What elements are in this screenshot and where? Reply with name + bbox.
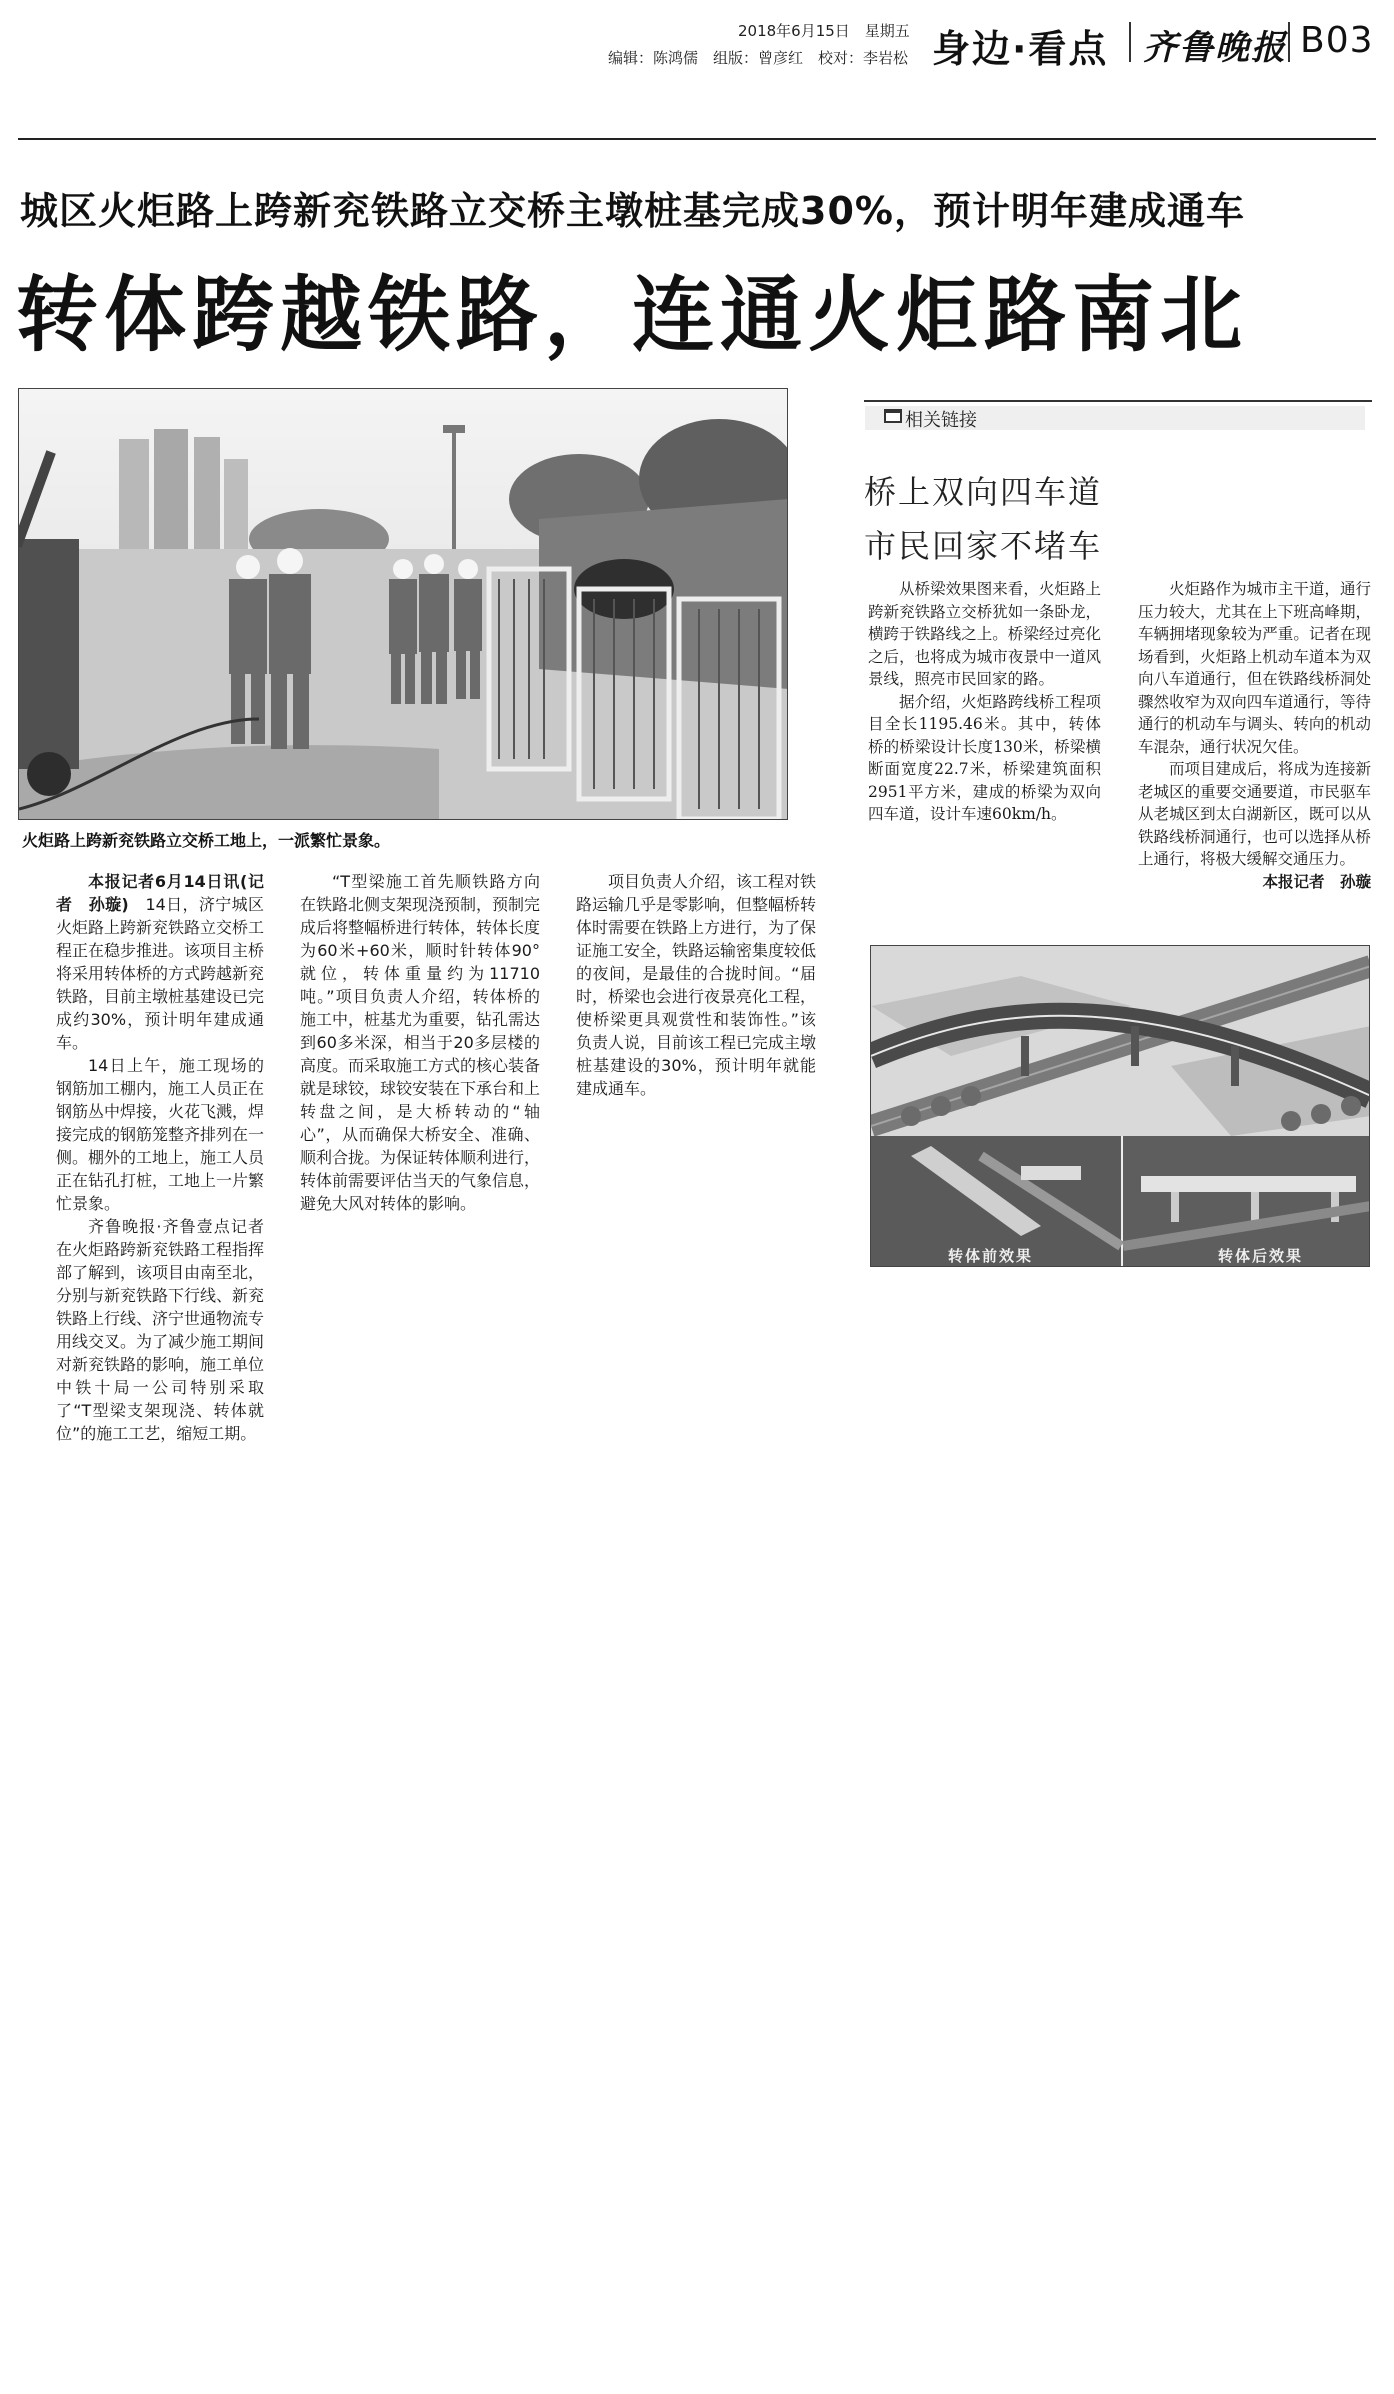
subheadline: 城区火炬路上跨新兖铁路立交桥主墩桩基完成30%，预计明年建成通车: [20, 189, 1245, 233]
masthead-rule: [18, 138, 1376, 140]
sidebar-rule: [864, 400, 1372, 402]
issue-date: 2018年6月15日 星期五: [738, 22, 910, 40]
masthead-divider: [1288, 22, 1290, 62]
bridge-rendering-image: [871, 946, 1370, 1267]
sidebar-title-line: 市民回家不堵车: [864, 527, 1103, 565]
render-caption-after: 转体后效果: [1218, 1247, 1304, 1265]
article-lead: 本报记者6月14日讯(记者 孙璇): [56, 872, 264, 914]
article-column-2: [300, 870, 540, 1215]
sidebar-title-line: 桥上双向四车道: [864, 473, 1103, 511]
sidebar-label: 相关链接: [905, 410, 977, 431]
article-paragraph: 项目负责人介绍，该工程对铁路运输几乎是零影响，但整幅桥转体时需要在铁路上方进行，为了保证施工安全，铁路运输密集度较低的夜间，是最佳的合拢时间。“届时，桥梁也会进行夜景亮化工程，使桥梁更具观赏性和装饰性。”该负责人说，目前该工程已完成主墩桩基建设的30%，预计明年就能建成通车。: [576, 872, 817, 1098]
main-headline: 转体跨越铁路，连通火炬路南北: [16, 268, 1249, 363]
photo-caption: 火炬路上跨新兖铁路立交桥工地上，一派繁忙景象。: [22, 831, 391, 850]
article-column-1: [56, 870, 264, 1445]
article-column-3: [576, 870, 816, 1100]
sidebar-paragraph: 据介绍，火炬路跨线桥工程项目全长1195.46米。其中，转体桥的桥梁设计长度130米，桥梁横断面宽度22.7米，桥梁建筑面积2951平方米，建成的桥梁为双向四车道，设计车速60km/h。: [868, 692, 1101, 823]
sidebar-paragraph: 从桥梁效果图来看，火炬路上跨新兖铁路立交桥犹如一条卧龙，横跨于铁路线之上。桥梁经过亮化之后，也将成为城市夜景中一道风景线，照亮市民回家的路。: [868, 580, 1101, 688]
editor-credits: 编辑：陈鸿儒 组版：曾彦红 校对：李岩松: [608, 49, 909, 67]
article-paragraph: 14日，济宁城区火炬路上跨新兖铁路立交桥工程正在稳步推进。该项目主桥将采用转体桥的方式跨越新兖铁路，目前主墩桩基建设已完成约30%，预计明年建成通车。: [56, 895, 265, 1052]
byline: 本报记者 孙璇: [1262, 872, 1371, 891]
article-paragraph: 齐鲁晚报·齐鲁壹点记者在火炬路跨新兖铁路工程指挥部了解到，该项目由南至北，分别与新兖铁路下行线、新兖铁路上行线、济宁世通物流专用线交叉。为了减少施工期间对新兖铁路的影响，施工单位中铁十局一公司特别采取了“T型梁支架现浇、转体就位”的施工工艺，缩短工期。: [56, 1217, 265, 1443]
newspaper-logo: 齐鲁晚报: [1143, 28, 1287, 68]
sidebar-title: [864, 465, 1102, 573]
render-caption-before: 转体前效果: [948, 1247, 1034, 1265]
masthead-divider: [1129, 22, 1131, 62]
article-paragraph: 14日上午，施工现场的钢筋加工棚内，施工人员正在钢筋丛中焊接，火花飞溅，焊接完成的钢筋笼整齐排列在一侧。棚外的工地上，施工人员正在钻孔打桩，工地上一片繁忙景象。: [56, 1056, 265, 1213]
sidebar-column-1: [868, 578, 1101, 826]
sidebar-paragraph: 而项目建成后，将成为连接新老城区的重要交通要道，市民驱车从老城区到太白湖新区，既可以从铁路线桥洞通行，也可以选择从桥上通行，将极大缓解交通压力。: [1138, 760, 1371, 868]
sidebar-paragraph: 火炬路作为城市主干道，通行压力较大，尤其在上下班高峰期，车辆拥堵现象较为严重。记者在现场看到，火炬路上机动车道本为双向八车道通行，但在铁路线桥洞处骤然收窄为双向四车道通行，等待通行的机动车与调头、转向的机动车混杂，通行状况欠佳。: [1138, 580, 1371, 756]
sidebar-column-2: [1138, 578, 1371, 893]
construction-photo: [18, 388, 788, 820]
section-title: 身边·看点: [932, 27, 1109, 71]
window-icon: [884, 409, 902, 423]
bridge-rendering: [870, 945, 1370, 1267]
construction-site-image: [19, 389, 788, 820]
page-number: B03: [1300, 20, 1374, 61]
article-paragraph: “T型梁施工首先顺铁路方向在铁路北侧支架现浇预制，预制完成后将整幅桥进行转体，转体长度为60米+60米，顺时针转体90°就位，转体重量约为11710吨。”项目负责人介绍，转体桥的施工中，桩基尤为重要，钻孔需达到60多米深，相当于20多层楼的高度。而采取施工方式的核心装备就是球铰，球铰安装在下承台和上转盘之间，是大桥转动的“轴心”，从而确保大桥安全、准确、顺利合拢。为保证转体顺利进行，转体前需要评估当天的气象信息，避免大风对转体的影响。: [300, 872, 541, 1213]
